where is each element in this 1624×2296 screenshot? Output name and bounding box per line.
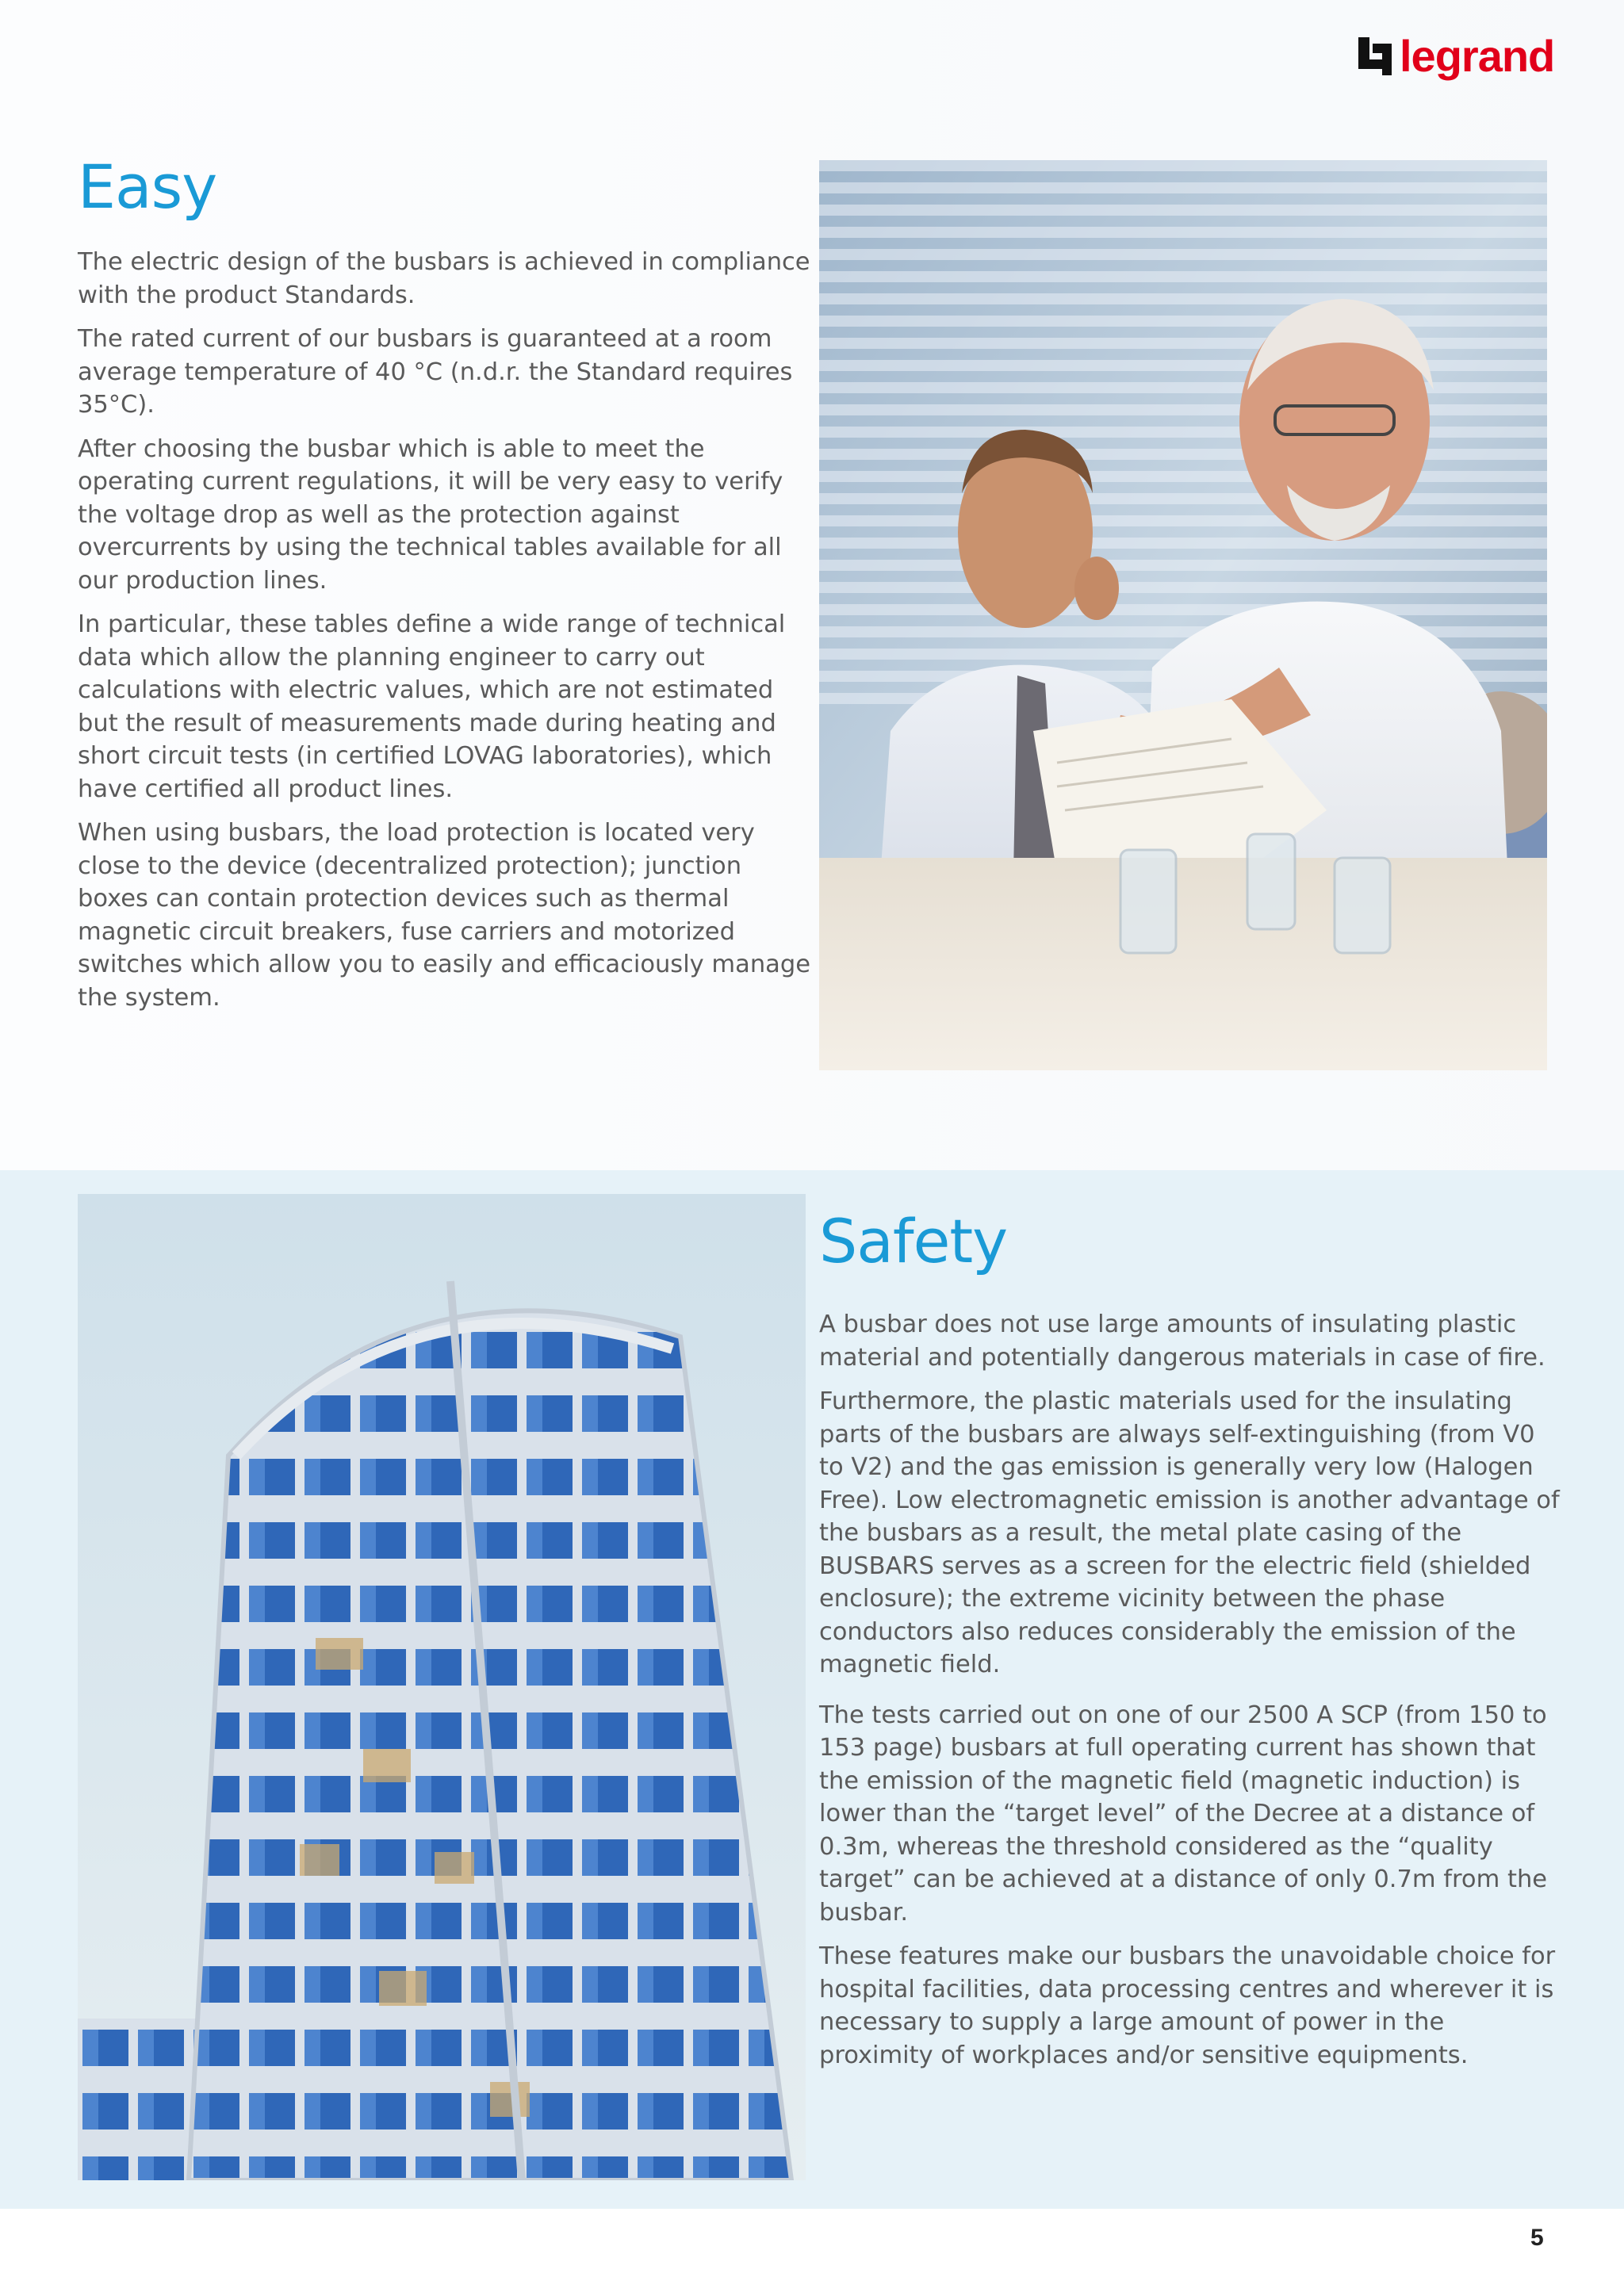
logo-wordmark: legrand	[1400, 31, 1555, 81]
easy-paragraph: In particular, these tables define a wide range of technical data which allow the planning engineer to carry out calculations with electric values, which are not estimated but the result of measurements made during heating and short circuit tests (in certified LOVAG laboratories), which have certified all product lines.	[78, 610, 786, 803]
legrand-logo	[1358, 29, 1554, 84]
safety-paragraph: A busbar does not use large amounts of insulating plastic material and potentially dangerous materials in case of fire.	[819, 1311, 1545, 1372]
easy-body	[78, 246, 819, 1025]
easy-paragraph: The electric design of the busbars is achieved in compliance with the product Standards.	[78, 248, 810, 309]
easy-paragraph: The rated current of our busbars is guaranteed at a room average temperature of 40 °C (n.d.r. the Standard requires 35°C).	[78, 325, 793, 419]
page-number: 5	[1530, 2225, 1544, 2251]
safety-paragraph: These features make our busbars the unavoidable choice for hospital facilities, data processing centres and wherever it is necessary to supply a large amount of power in the proximity of workplaces and/or sensitive equipments.	[819, 1942, 1556, 2069]
easy-paragraph: After choosing the busbar which is able to meet the operating current regulations, it will be very easy to verify the voltage drop as well as the protection against overcurrents by using the technical tables available for all our production lines.	[78, 434, 783, 595]
easy-heading: Easy	[78, 151, 217, 222]
footer-background	[0, 2209, 1624, 2296]
easy-paragraph: When using busbars, the load protection is located very close to the device (decentralized protection); junction boxes can contain protection devices such as thermal magnetic circuit breakers, fuse carriers and motorized switches which allow you to easily and efficaciously manage the system.	[78, 819, 810, 1012]
safety-paragraph: Furthermore, the plastic materials used for the insulating parts of the busbars are always self-extinguishing (from V0 to V2) and the gas emission is generally very low (Halogen Free). Low electromagnetic emission is another advantage of the busbars as a result, the metal plate casing of the BUSBARS serves as a screen for the electric field (shielded enclosure); the extreme vicinity between the phase conductors also reduces considerably the emission of the magnetic field.	[819, 1387, 1560, 1678]
safety-heading: Safety	[819, 1206, 1008, 1276]
legrand-logo-mark-icon	[1358, 37, 1392, 75]
safety-body	[819, 1308, 1561, 2083]
safety-paragraph: The tests carried out on one of our 2500 A SCP (from 150 to 153 page) busbars at full operating current has shown that the emission of the magnetic field (magnetic induction) is lower than the “target level” of the Decree at a distance of 0.3m, whereas the threshold considered as the “quality target” can be achieved at a distance of only 0.7m from the busbar.	[819, 1701, 1548, 1927]
building-photo	[78, 1194, 806, 2180]
meeting-photo	[819, 160, 1547, 1070]
